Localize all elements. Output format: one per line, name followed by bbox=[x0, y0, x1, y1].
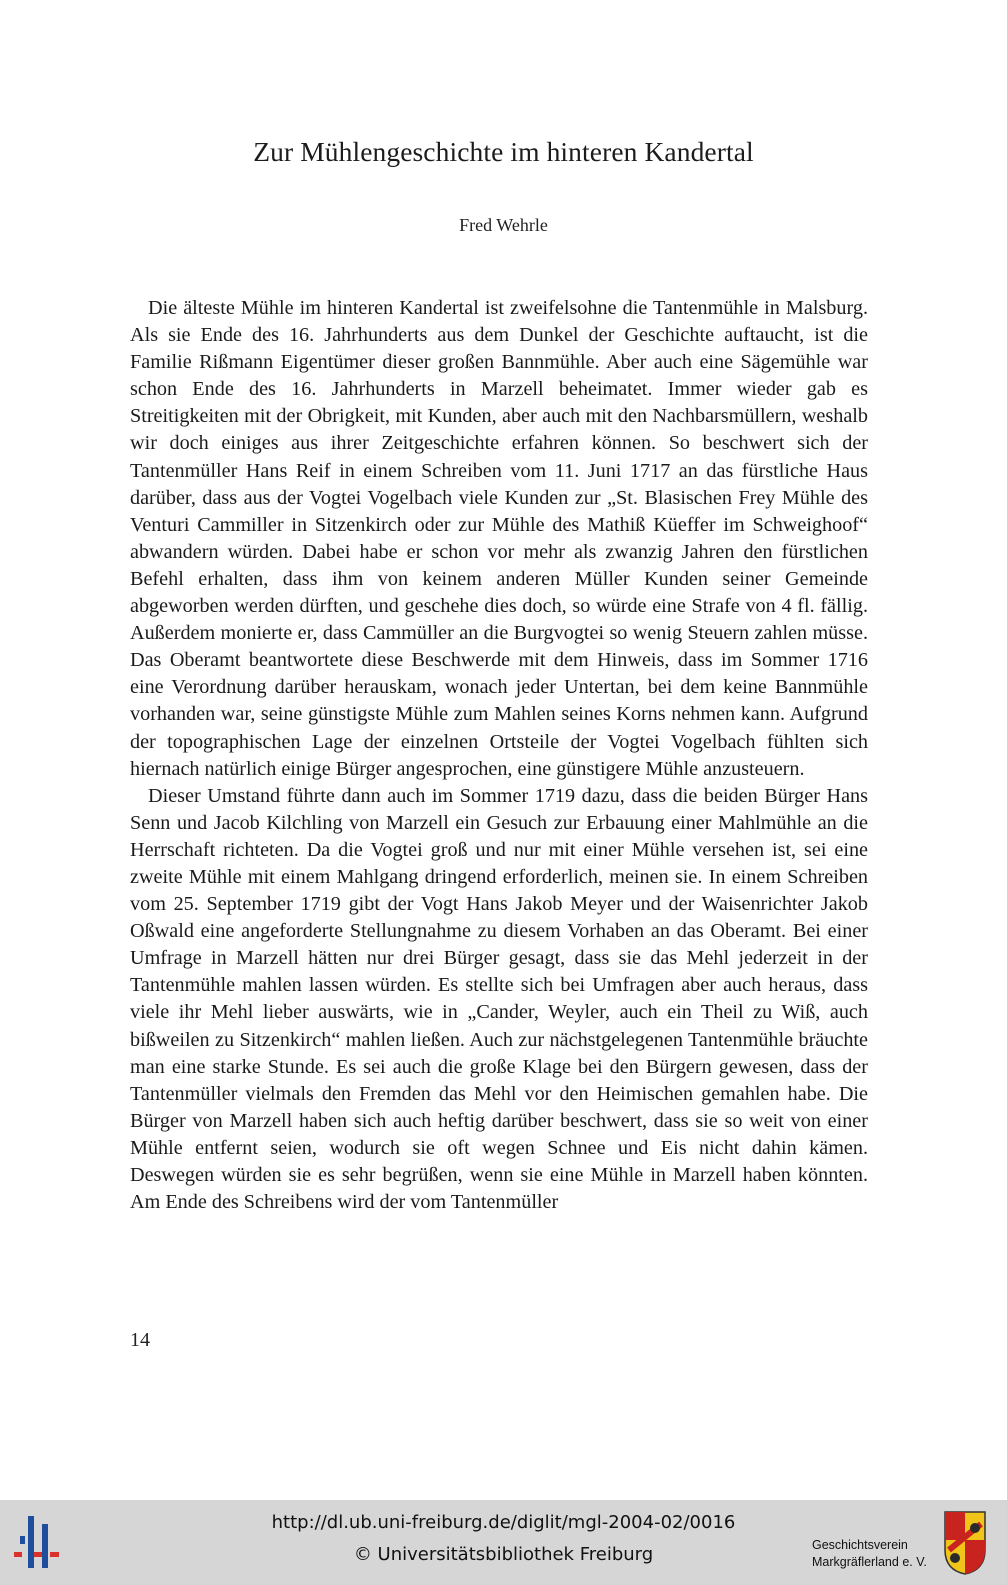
body-text bbox=[130, 295, 868, 1216]
coat-of-arms-icon bbox=[943, 1510, 987, 1576]
page-number: 14 bbox=[130, 1329, 150, 1351]
society-name-line1: Geschichtsverein bbox=[812, 1538, 908, 1552]
footer-url-link[interactable]: http://dl.ub.uni-freiburg.de/diglit/mgl-2004-02/0016 bbox=[271, 1512, 736, 1533]
paragraph: Die älteste Mühle im hinteren Kandertal ist zweifelsohne die Tantenmühle in Malsburg. Als sie Ende des 16. Jahrhunderts aus dem Dunkel der Geschichte auftaucht, ist die Familie Rißmann Eigentümer dieser großen Bannmühle. Aber auch eine Sägemühle war schon Ende des 16. Jahrhunderts in Marzell beheimatet. Immer wieder gab es Streitigkeiten mit der Obrigkeit, mit Kunden, aber auch mit den Nachbarsmüllern, weshalb wir doch einiges aus ihrer Zeitgeschichte erfahren können. So beschwert sich der Tantenmüller Hans Reif in einem Schreiben vom 11. Juni 1717 an das fürstliche Haus darüber, dass aus der Vogtei Vogelbach viele Kunden zur „St. Blasischen Frey Mühle des Venturi Cammiller in Sitzenkirch oder zur Mühle des Mathiß Küeffer im Schweighoof“ abwandern würden. Dabei habe er schon vor mehr als zwanzig Jahren den fürstlichen Befehl erhalten, dass ihm von keinem anderen Müller Kunden seiner Gemeinde abgeworben werden dürften, und geschehe dies doch, so würde eine Strafe von 4 fl. fällig. Außerdem monierte er, dass Cammüller an die Burgvogtei so wenig Steuern zahlen müsse. Das Oberamt beantwortete diese Beschwerde mit dem Hinweis, dass im Sommer 1716 eine Verordnung darüber herauskam, wonach jeder Untertan, bei dem keine Bannmühle vorhanden war, seine günstigste Mühle zum Mahlen seines Korns nehmen kann. Aufgrund der topographischen Lage der einzelnen Ortsteile der Vogtei Vogelbach fühlten sich hiernach natürlich einige Bürger angesprochen, eine günstigere Mühle anzusteuern. bbox=[130, 297, 868, 780]
footer-bar bbox=[0, 1500, 1007, 1585]
paragraph: Dieser Umstand führte dann auch im Sommer 1719 dazu, dass die beiden Bürger Hans Senn und Jacob Kilchling von Marzell ein Gesuch zur Erbauung einer Mahlmühle an die Herrschaft richteten. Da die Vogtei groß und nur mit einer Mühle versehen ist, sei eine zweite Mühle mit einem Mahlgang dringend erforderlich, meinen sie. In einem Schreiben vom 25. September 1719 gibt der Vogt Hans Jakob Meyer und der Waisenrichter Jakob Oßwald eine angeforderte Stellungnahme zu diesem Vorhaben an das Oberamt. Bei einer Umfrage in Marzell hätten nur drei Bürger gesagt, dass sie das Mehl jederzeit in der Tantenmühle mahlen lassen würden. Es stellte sich bei Umfragen aber auch heraus, dass viele ihr Mehl lieber auswärts, wie in „Cander, Weyler, auch ein Theil zu Wiß, auch bißweilen zu Sitzenkirch“ mahlen ließen. Auch zur nächstgelegenen Tantenmühle bräuchte man eine starke Stunde. Es sei auch die große Klage bei den Bürgern gewesen, dass der Tantenmüller vielmals den Fremden das Mehl vor den Heimischen gemahlen habe. Die Bürger von Marzell haben sich auch heftig darüber beschwert, dass sie so weit von einer Mühle entfernt seien, wodurch sie oft wegen Schnee und Eis nicht dahin kämen. Deswegen würden sie es sehr begrüßen, wenn sie eine Mühle in Marzell haben könnten. Am Ende des Schreibens wird der vom Tantenmüller bbox=[130, 784, 868, 1214]
document-title: Zur Mühlengeschichte im hinteren Kandertal bbox=[253, 136, 754, 167]
footer-copyright: © Universitätsbibliothek Freiburg bbox=[353, 1544, 654, 1565]
society-name bbox=[812, 1537, 927, 1571]
author-name: Fred Wehrle bbox=[459, 215, 548, 235]
society-name-line2: Markgräflerland e. V. bbox=[812, 1555, 927, 1569]
